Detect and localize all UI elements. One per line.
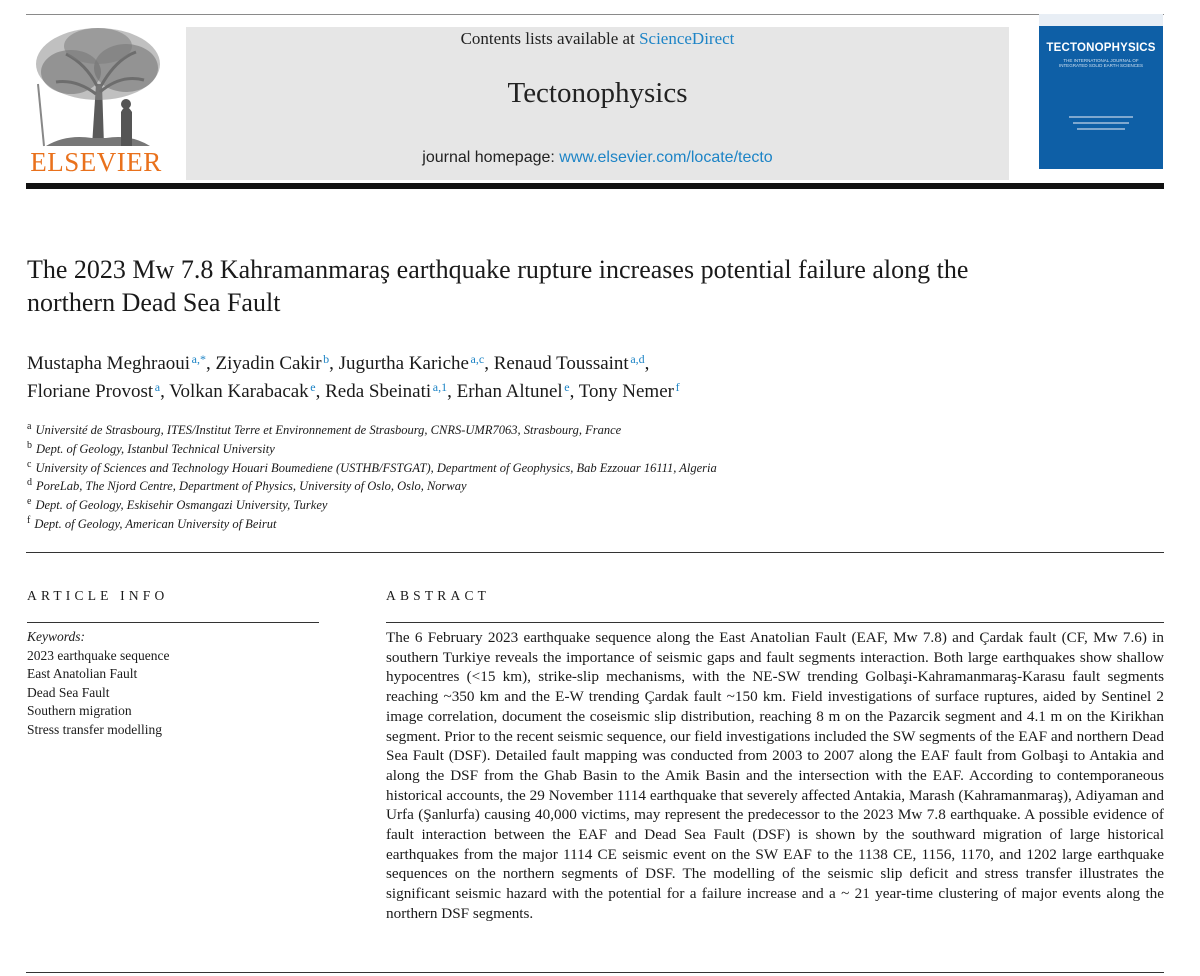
keywords-label: Keywords: (27, 629, 85, 644)
affiliation (27, 421, 1147, 440)
author-affiliation-marker[interactable]: a,d (630, 352, 645, 366)
author-affiliation-marker[interactable]: e (564, 380, 570, 394)
author-affiliation-marker[interactable]: a (154, 380, 161, 394)
author[interactable] (579, 381, 680, 402)
affiliation-text: Dept. of Geology, Istanbul Technical University (36, 441, 275, 456)
author-separator: , (569, 381, 579, 402)
affiliation (27, 440, 1147, 459)
author[interactable] (169, 381, 315, 402)
author-affiliation-marker[interactable]: f (675, 380, 680, 394)
journal-homepage (186, 149, 1009, 167)
author-name: Renaud Toussaint (493, 353, 629, 374)
author-affiliation-marker[interactable]: a,* (191, 352, 206, 366)
contents-availability (186, 29, 1009, 49)
author-name: Tony Nemer (578, 381, 674, 402)
author-affiliation-marker[interactable]: b (323, 352, 330, 366)
author-separator: , (160, 381, 170, 402)
cover-title: TECTONOPHYSICS (1046, 42, 1156, 54)
affiliation-text: University of Sciences and Technology Houari Boumediene (USTHB/FSTGAT), Department of Geophysics, Bab Ezzouar 16111, Algeria (35, 460, 717, 475)
article-title: The 2023 Mw 7.8 Kahramanmaraş earthquake rupture increases potential failure along the northern Dead Sea Fault (27, 255, 969, 317)
affiliation-key: f (27, 514, 31, 526)
header-top-rule (26, 14, 1164, 15)
cover-subtitle: THE INTERNATIONAL JOURNAL OF INTEGRATED SOLID EARTH SCIENCES (1058, 58, 1144, 68)
abstract-rule (386, 622, 1164, 623)
affiliation-key: c (27, 458, 32, 470)
journal-homepage-link[interactable]: www.elsevier.com/locate/tecto (559, 149, 773, 166)
author-name: Ziyadin Cakir (215, 353, 322, 374)
author[interactable] (27, 381, 160, 402)
keyword: Dead Sea Fault (27, 684, 110, 700)
keyword: 2023 earthquake sequence (27, 647, 170, 663)
affiliation-key: b (27, 439, 32, 451)
author-affiliation-marker[interactable]: a,c (470, 352, 485, 366)
author[interactable] (27, 353, 206, 374)
affiliation (27, 477, 1147, 496)
affiliation-text: Dept. of Geology, American University of Beirut (34, 516, 277, 531)
affiliation-text: PoreLab, The Njord Centre, Department of Physics, University of Oslo, Oslo, Norway (36, 479, 467, 494)
article-info-rule (27, 622, 319, 623)
author[interactable] (339, 353, 485, 374)
author-name: Erhan Altunel (456, 381, 563, 402)
affiliation-key: e (27, 496, 32, 508)
abstract-text: The 6 February 2023 earthquake sequence along the East Anatolian Fault (EAF, Mw 7.8) and Çardak fault (CF, Mw 7.6) in southern Turkiye reveals the importance of seismic gaps and fault segments interaction. Both large earthquakes show shallow hypocentres (<15 km), strike-slip mechanisms, with the NE-SW trending Golbaşi-Kahramanmaraş-Karasu fault segments reaching ~350 km and the E-W trending Çardak fault ~150 km. Field investigations of surface ruptures, aided by Sentinel 2 image correlation, document the coseismic slip distribution, reaching 8 m on the Pazarcik segment and 4.1 m on the Kirikhan segment. Prior to the recent seismic sequence, our field investigations included the SW segments of the EAF and northern Dead Sea Fault (DSF). Detailed fault mapping was conducted from 2003 to 2007 along the EAF fault from Golbaşi to Antakia and along the DSF from the Ghab Basin to the Amik Basin and the intersection with the EAF. According to contemporaneous historical accounts, the 29 November 1114 earthquake that severely affected Antakia, Marash (Kahramanmaraş), Adiyaman and Urfa (Şanlurfa) causing 40,000 victims, may represent the predecessor to the 2023 Mw 7.8 earthquake. A possible evidence of fault interaction between the EAF and Dead Sea Fault (DSF) is shown by the southward migration of large historical earthquakes from the major 1114 CE seismic event on the SW EAF to the 1138 CE, 1156, 1170, and 1202 large earthquake sequences on the northern segments of DSF. The modelling of the seismic slip deficit and stress transfer illustrates the significant seismic hazard with the potential for a failure increase and a ~ 21 year-time clustering of major events along the northern DSF segments. (386, 629, 1164, 922)
elsevier-wordmark: ELSEVIER (30, 147, 162, 177)
homepage-prefix: journal homepage: (422, 149, 560, 166)
cover-text-line (1069, 116, 1133, 118)
author-name: Reda Sbeinati (325, 381, 432, 402)
section-divider (26, 552, 1164, 553)
page-bottom-rule (26, 972, 1164, 973)
author[interactable] (494, 353, 645, 374)
journal-cover-thumbnail[interactable] (1039, 14, 1163, 169)
author-separator: , (315, 381, 326, 402)
sciencedirect-link[interactable]: ScienceDirect (639, 29, 735, 48)
author[interactable] (215, 353, 329, 374)
affiliation (27, 515, 1147, 534)
journal-banner (186, 27, 1009, 180)
contents-prefix: Contents lists available at (460, 29, 640, 48)
cover-text-line (1073, 122, 1129, 124)
author-name: Jugurtha Kariche (338, 353, 469, 374)
keywords-block (27, 628, 317, 740)
author-name: Floriane Provost (27, 381, 154, 402)
author-name: Volkan Karabacak (169, 381, 309, 402)
elsevier-tree-icon (26, 24, 166, 148)
author-separator: , (644, 353, 650, 374)
affiliation (27, 496, 1147, 515)
affiliation-list (27, 421, 1147, 534)
affiliation (27, 459, 1147, 478)
elsevier-logo[interactable] (26, 24, 166, 177)
cover-top-strip (1039, 14, 1163, 26)
author-affiliation-marker[interactable]: a,1 (432, 380, 448, 394)
affiliation-key: d (27, 477, 32, 489)
author[interactable] (457, 381, 570, 402)
keyword: East Anatolian Fault (27, 666, 138, 682)
affiliation-text: Dept. of Geology, Eskisehir Osmangazi University, Turkey (35, 498, 328, 513)
author-affiliation-marker[interactable]: e (310, 380, 316, 394)
keyword: Southern migration (27, 703, 132, 719)
cover-text-line (1077, 128, 1125, 130)
author-separator: , (447, 381, 457, 402)
header-bottom-rule (26, 183, 1164, 189)
author[interactable] (325, 381, 447, 402)
abstract-heading: ABSTRACT (386, 588, 491, 603)
keyword: Stress transfer modelling (27, 721, 162, 737)
author-separator: , (329, 353, 339, 374)
author-name: Mustapha Meghraoui (27, 353, 191, 374)
author-separator: , (484, 353, 494, 374)
affiliation-text: Université de Strasbourg, ITES/Institut Terre et Environnement de Strasbourg, CNRS-UMR7063, Strasbourg, France (35, 423, 622, 437)
affiliation-key: a (27, 421, 32, 432)
author-list (27, 350, 1147, 406)
journal-title: Tectonophysics (507, 77, 688, 109)
article-info-heading: ARTICLE INFO (27, 588, 169, 603)
author-separator: , (205, 353, 216, 374)
